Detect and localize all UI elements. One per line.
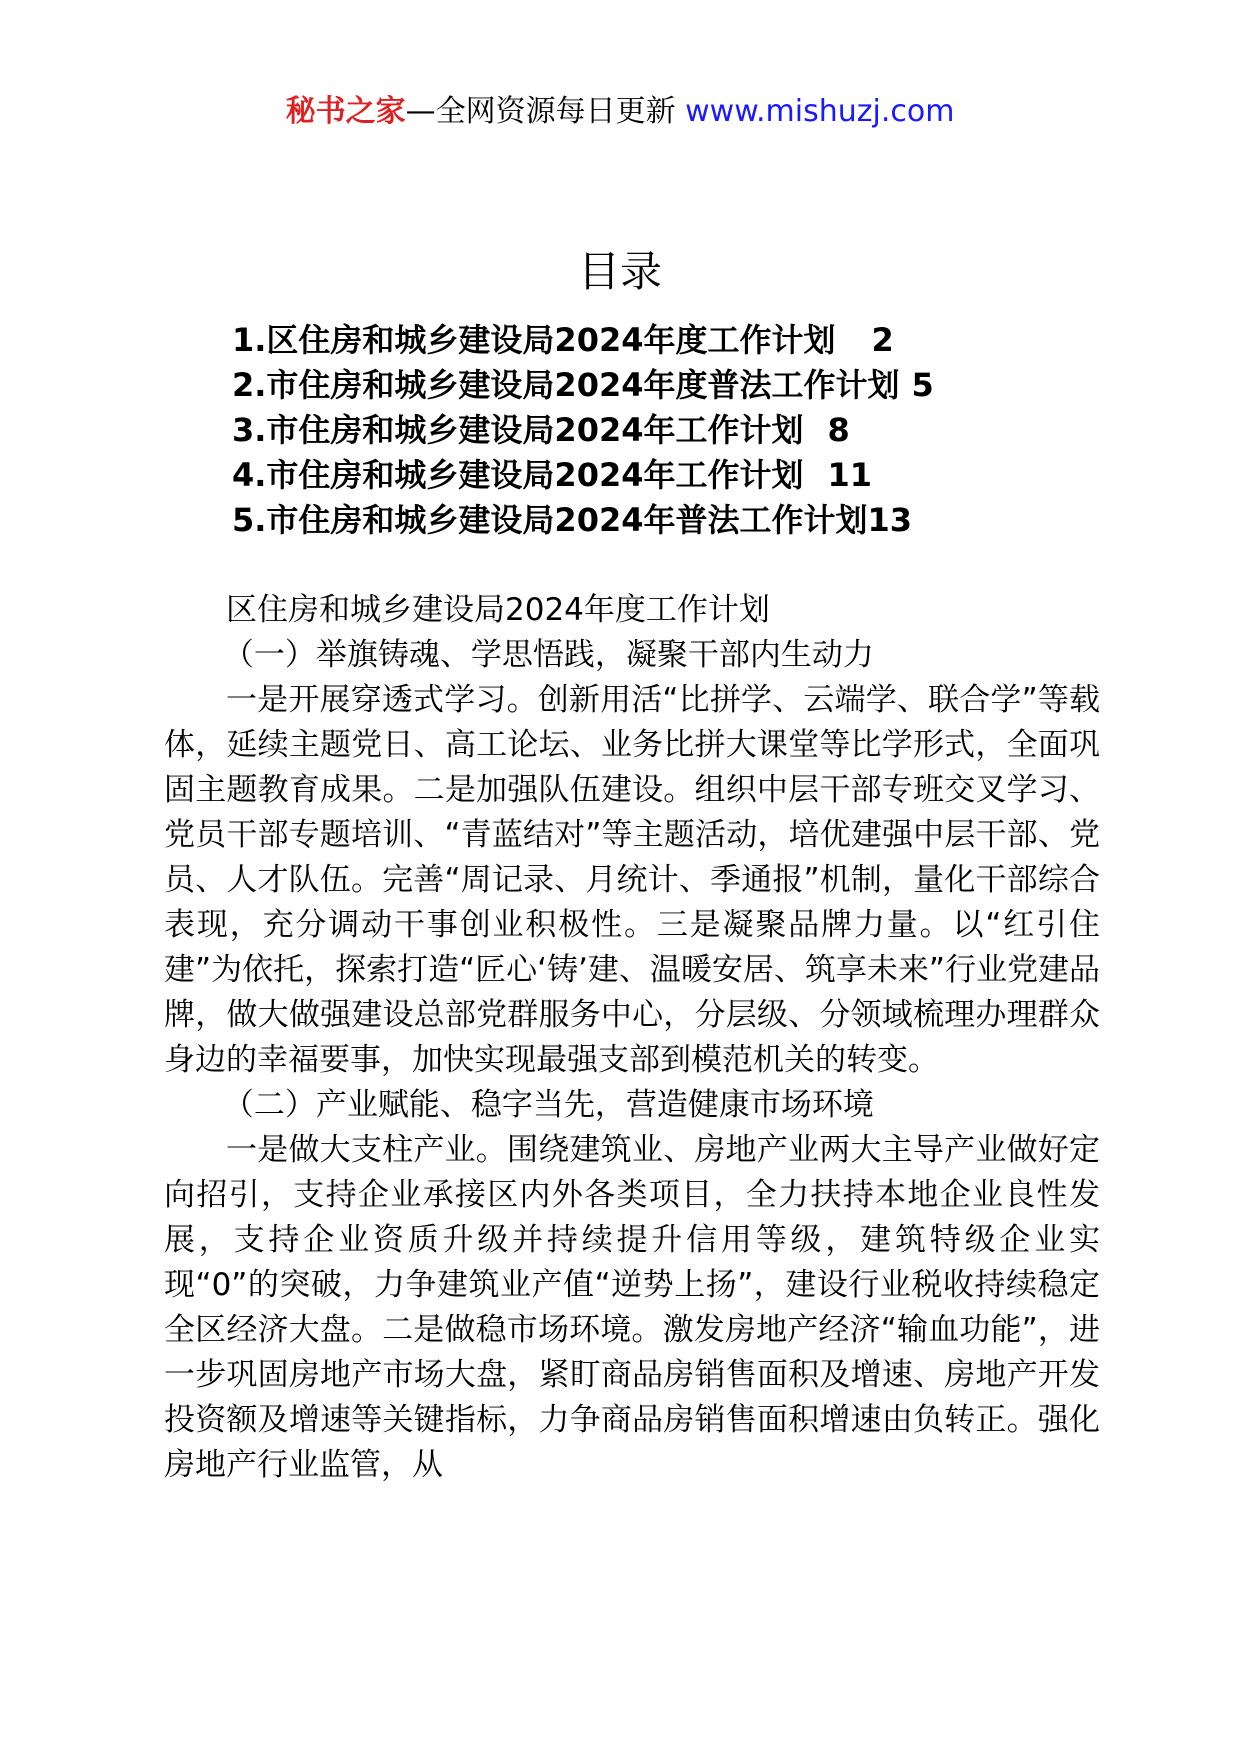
toc-item-page: 8 [827,411,850,449]
toc-item-page: 2 [871,321,894,359]
toc-item-page: 13 [867,501,913,539]
brand-name: 秘书之家 [285,94,406,129]
toc-item-label: 2.市住房和城乡建设局2024年度普法工作计划 [232,366,900,404]
header-url-link[interactable]: www.mishuzj.com [685,94,955,129]
toc-title: 目录 [577,247,662,296]
article-body [164,588,1100,1488]
toc-item-page: 11 [827,456,873,494]
article-title: 区住房和城乡建设局2024年度工作计划 [226,592,770,628]
section-heading: （二）产业赋能、稳字当先，营造健康市场环境 [222,1087,874,1123]
toc-item-label: 3.市住房和城乡建设局2024年工作计划 [232,411,804,449]
toc-item[interactable] [232,498,934,543]
toc-item-label: 1.区住房和城乡建设局2024年度工作计划 [232,321,836,359]
header-tagline: —全网资源每日更新 [405,94,686,129]
toc-item[interactable] [232,318,934,363]
toc-item[interactable] [232,408,934,453]
toc-item-label: 4.市住房和城乡建设局2024年工作计划 [232,456,804,494]
paragraph: 一是开展穿透式学习。创新用活“比拼学、云端学、联合学”等载体，延续主题党日、高工论坛、业务比拼大课堂等比学形式，全面巩固主题教育成果。二是加强队伍建设。组织中层干部专班交叉学习、党员干部专题培训、“青蓝结对”等主题活动，培优建强中层干部、党员、人才队伍。完善“周记录、月统计、季通报”机制，量化干部综合表现，充分调动干事创业积极性。三是凝聚品牌力量。以“红引住建”为依托，探索打造“匠心‘铸’建、温暖安居、筑享未来”行业党建品牌，做大做强建设总部党群服务中心，分层级、分领域梳理办理群众身边的幸福要事，加快实现最强支部到模范机关的转变。 [164,682,1100,1078]
toc-item[interactable] [232,453,934,498]
paragraph: 一是做大支柱产业。围绕建筑业、房地产业两大主导产业做好定向招引，支持企业承接区内外各类项目，全力扶持本地企业良性发展，支持企业资质升级并持续提升信用等级，建筑特级企业实现“0”的突破，力争建筑业产值“逆势上扬”，建设行业税收持续稳定全区经济大盘。二是做稳市场环境。激发房地产经济“输血功能”，进一步巩固房地产市场大盘，紧盯商品房销售面积及增速、房地产开发投资额及增速等关键指标，力争商品房销售面积增速由负转正。强化房地产行业监管，从 [164,1132,1100,1483]
table-of-contents [232,318,934,543]
section-heading: （一）举旗铸魂、学思悟践，凝聚干部内生动力 [222,637,874,673]
watermark-header [0,92,1240,132]
toc-item-label: 5.市住房和城乡建设局2024年普法工作计划 [232,501,868,539]
toc-item-page: 5 [911,366,934,404]
toc-item[interactable] [232,363,934,408]
